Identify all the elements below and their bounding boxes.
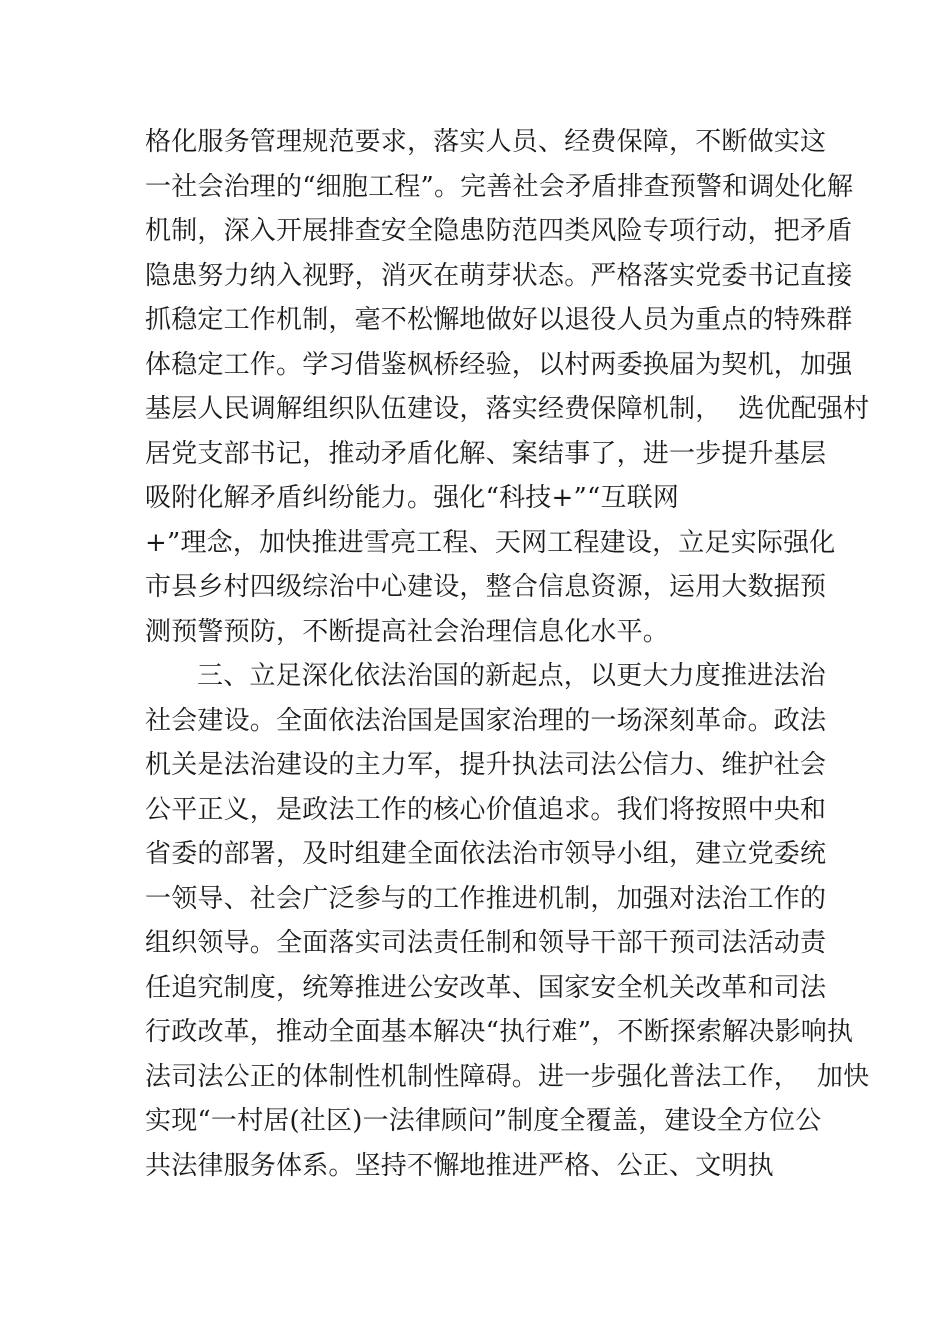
text-line: 社会建设。全面依法治国是国家治理的一场深刻革命。政法 bbox=[145, 705, 827, 736]
text-line: 一社会治理的“细胞工程”。完善社会矛盾排查预警和调处化解 bbox=[145, 171, 854, 202]
text-line: 公平正义，是政法工作的核心价值追求。我们将按照中央和 bbox=[145, 794, 827, 825]
text-line: 机关是法治建设的主力军，提升执法司法公信力、维护社会 bbox=[145, 750, 827, 780]
text-line: 共法律服务体系。坚持不懈地推进严格、公正、文明执 bbox=[145, 1150, 774, 1181]
section-heading-line: 三、立足深化依法治国的新起点，以更大力度推进法治 bbox=[197, 661, 826, 691]
text-line: +”理念，加快推进雪亮工程、天网工程建设，立足实际强化 bbox=[145, 527, 836, 558]
text-line: 格化服务管理规范要求，落实人员、经费保障，不断做实这 bbox=[145, 127, 827, 157]
text-line: 实现“一村居(社区)一法律顾问”制度全覆盖，建设全方位公 bbox=[145, 1106, 822, 1136]
text-line: 一领导、社会广泛参与的工作推进机制，加强对法治工作的 bbox=[145, 883, 827, 914]
text-line: 居党支部书记，推动矛盾化解、案结事了，进一步提升基层 bbox=[145, 438, 827, 469]
text-line: 吸附化解矛盾纠纷能力。强化“科技+”“互联网 bbox=[145, 483, 680, 513]
text-line: 行政改革，推动全面基本解决“执行难”，不断探索解决影响执 bbox=[145, 1017, 854, 1047]
text-line: 体稳定工作。学习借鉴枫桥经验，以村两委换届为契机，加强 bbox=[145, 349, 853, 380]
body-text bbox=[145, 120, 870, 1188]
text-line: 测预警预防，不断提高社会治理信息化水平。 bbox=[145, 616, 670, 647]
text-line: 抓稳定工作机制，毫不松懈地做好以退役人员为重点的特殊群 bbox=[145, 305, 853, 335]
text-line: 省委的部署，及时组建全面依法治市领导小组，建立党委统 bbox=[145, 839, 827, 869]
text-line: 基层人民调解组织队伍建设，落实经费保障机制， 选优配强村 bbox=[145, 394, 870, 424]
text-line: 市县乡村四级综治中心建设，整合信息资源，运用大数据预 bbox=[145, 572, 827, 602]
text-line: 任追究制度，统筹推进公安改革、国家安全机关改革和司法 bbox=[145, 972, 827, 1003]
text-line: 机制，深入开展排查安全隐患防范四类风险专项行动，把矛盾 bbox=[145, 216, 853, 246]
text-line: 法司法公正的体制性机制性障碍。进一步强化普法工作， 加快 bbox=[145, 1061, 870, 1092]
text-line: 隐患努力纳入视野，消灭在萌芽状态。严格落实党委书记直接 bbox=[145, 260, 853, 291]
text-line: 组织领导。全面落实司法责任制和领导干部干预司法活动责 bbox=[145, 928, 827, 958]
